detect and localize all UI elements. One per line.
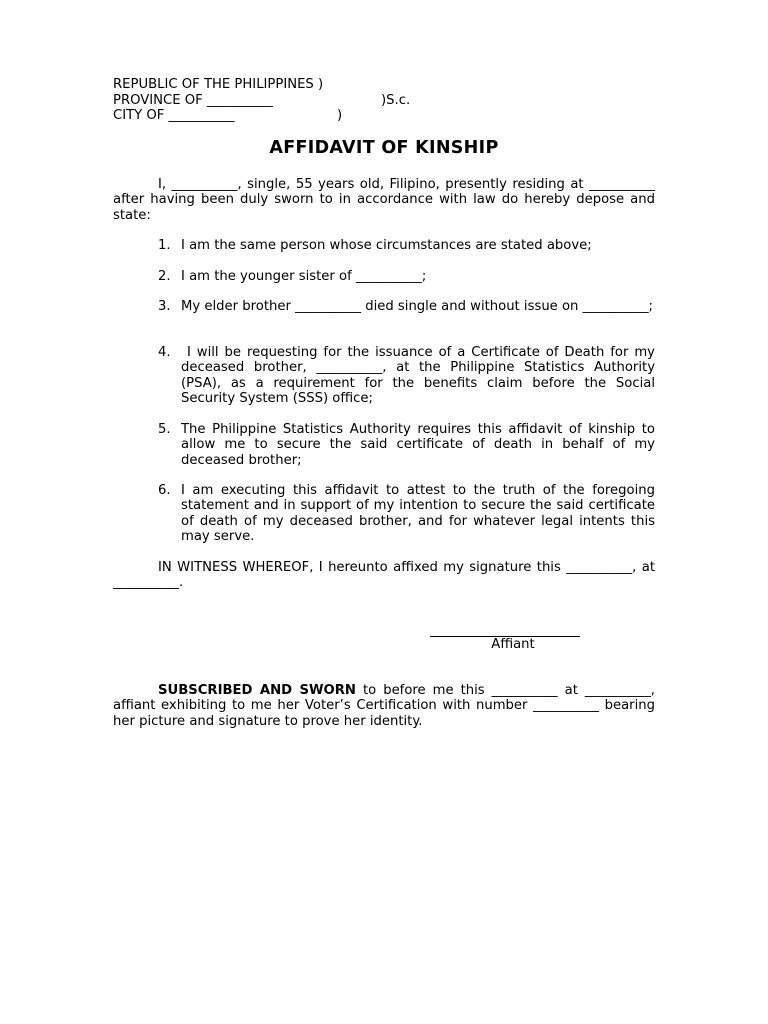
venue-city-paren: ) bbox=[337, 108, 343, 123]
item-text: I am executing this affidavit to attest to the truth of the foregoing statement and in support of my intention to secure the said certificate of death of my deceased brother, and for whatever legal intents this may serve. bbox=[181, 483, 655, 545]
witness-text: IN WITNESS WHEREOF, I hereunto affixed my signature this __________, at __________. bbox=[113, 560, 655, 591]
statement-item-3 bbox=[113, 299, 655, 314]
item-number: 1. bbox=[158, 238, 171, 253]
statement-item-1 bbox=[113, 238, 655, 253]
venue-republic bbox=[113, 77, 513, 93]
intro-text: I, __________, single, 55 years old, Filipino, presently residing at __________ after having been duly sworn to in accordance with law do hereby depose and state: bbox=[113, 177, 655, 223]
venue-province bbox=[113, 93, 513, 109]
item-text: I am the same person whose circumstances are stated above; bbox=[181, 238, 592, 253]
item-number: 3. bbox=[158, 299, 171, 314]
item-text: I am the younger sister of __________; bbox=[181, 269, 427, 284]
item-text: The Philippine Statistics Authority requires this affidavit of kinship to allow me to secure the said certificate of death in behalf of my deceased brother; bbox=[181, 422, 655, 468]
jurat-bold-text: SUBSCRIBED AND SWORN bbox=[158, 683, 356, 698]
signature-label: Affiant bbox=[491, 637, 535, 652]
signature-line bbox=[430, 622, 580, 637]
venue-sc-text: )S.c. bbox=[381, 92, 411, 108]
jurat-text bbox=[113, 683, 655, 729]
document-title: AFFIDAVIT OF KINSHIP bbox=[269, 138, 499, 158]
witness-paragraph bbox=[113, 560, 655, 591]
item-number: 6. bbox=[158, 483, 171, 498]
intro-paragraph bbox=[113, 177, 655, 223]
statement-item-2 bbox=[113, 269, 655, 284]
venue-province-text: PROVINCE OF __________ bbox=[113, 92, 273, 108]
item-number: 5. bbox=[158, 422, 171, 437]
statement-item-6 bbox=[113, 483, 655, 545]
item-text: I will be requesting for the issuance of a Certificate of Death for my deceased brother, __________, at the Philippine Statistics Authority (PSA), as a requirement for the benefits claim before the Social Security System (SSS) office; bbox=[181, 345, 660, 407]
statement-item-5 bbox=[113, 422, 655, 468]
venue-city-text: CITY OF __________ bbox=[113, 108, 235, 123]
venue-block bbox=[113, 77, 513, 124]
item-number: 4. bbox=[158, 345, 171, 360]
jurat-rest-text: to before me this __________ at __________, affiant exhibiting to me her Voter’s Certification with number __________ bearing her picture and signature to prove her identity. bbox=[113, 683, 655, 729]
venue-city bbox=[113, 108, 513, 124]
jurat-paragraph bbox=[113, 683, 655, 729]
item-text: My elder brother __________ died single and without issue on __________; bbox=[181, 299, 653, 314]
item-number: 2. bbox=[158, 269, 171, 284]
statement-item-4 bbox=[113, 345, 660, 407]
venue-republic-text: REPUBLIC OF THE PHILIPPINES ) bbox=[113, 77, 324, 92]
